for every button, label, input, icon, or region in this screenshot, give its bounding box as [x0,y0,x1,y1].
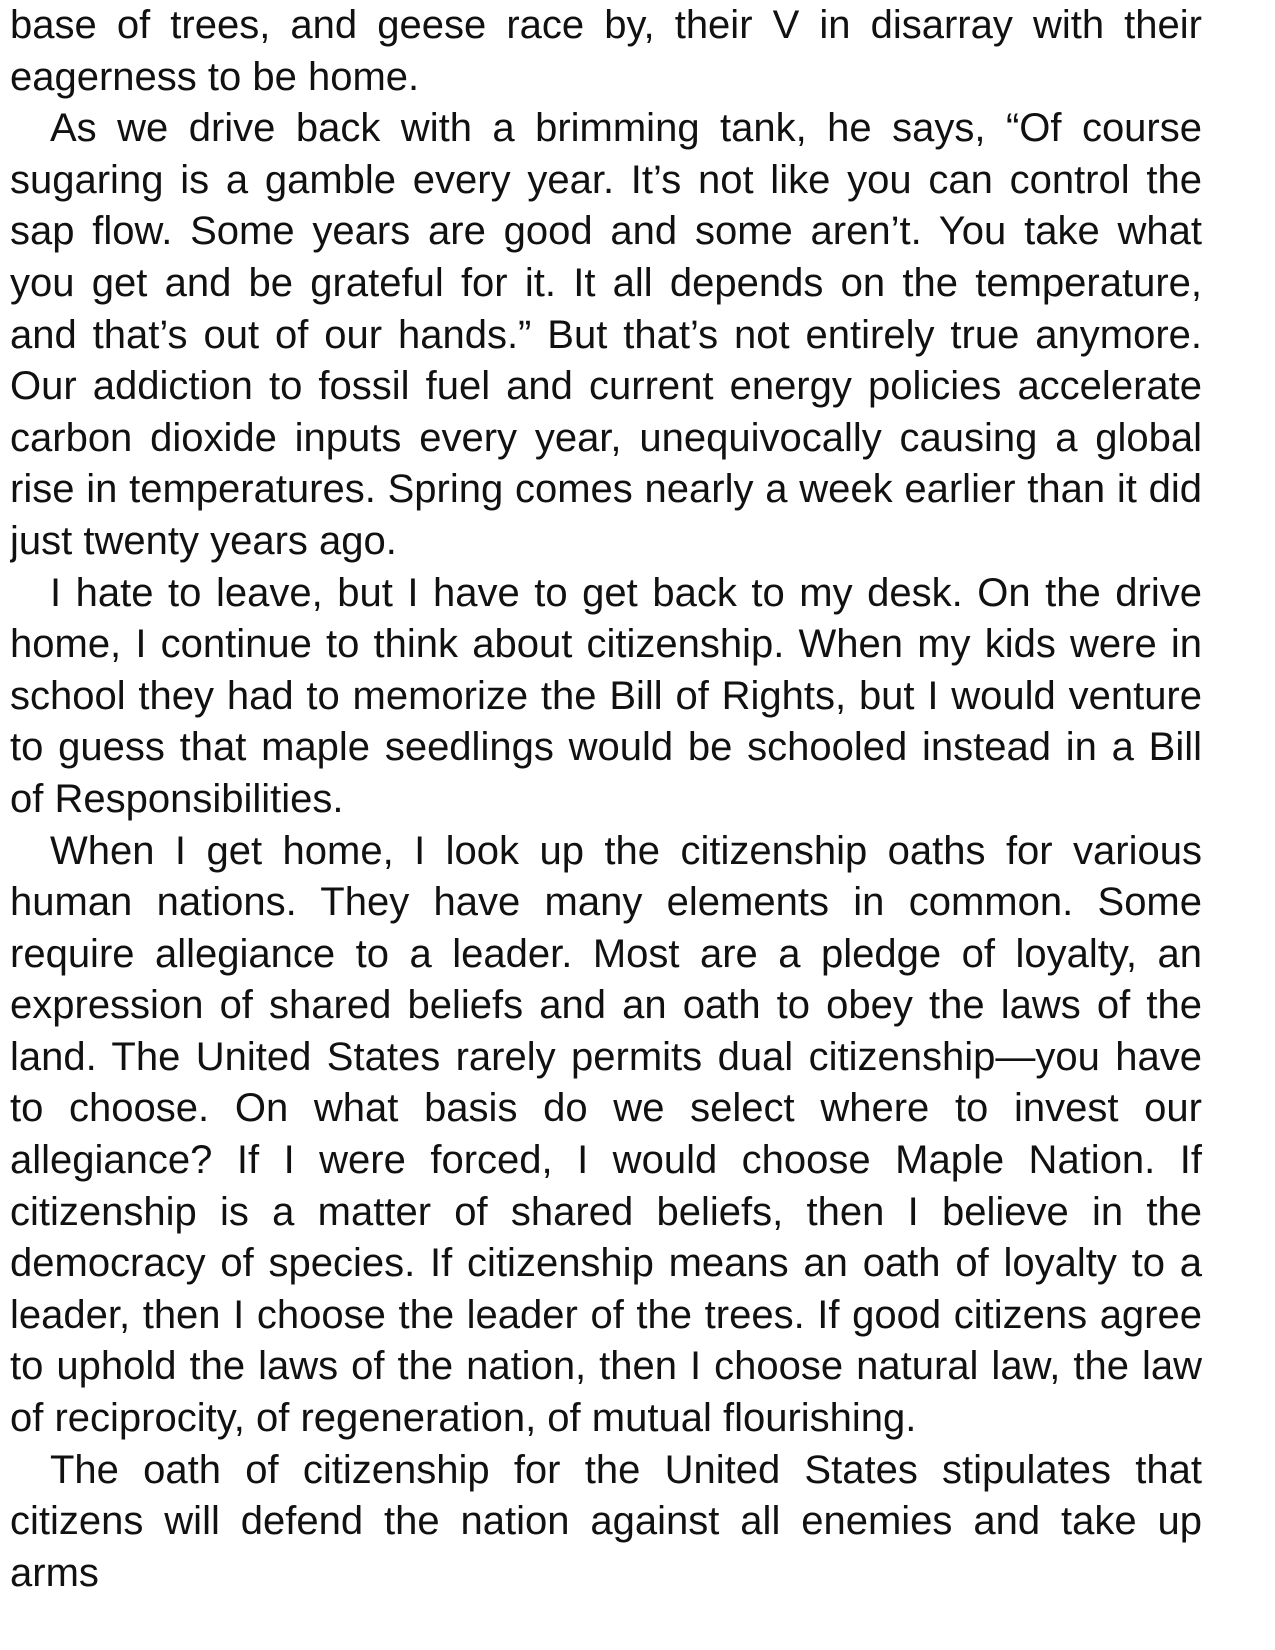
paragraph-us-oath: The oath of citizenship for the United States stipulates that citizens will defend the nation against all enemies and take up arms [10,1447,1202,1595]
paragraph-citizenship-oaths: When I get home, I look up the citizenship oaths for various human nations. They have many elements in common. Some require allegiance to a leader. Most are a pledge of loyalty, an expression of shared beliefs and an oath to obey the laws of the land. The United States rarely permits dual citizenship—you have to choose. On what basis do we select where to invest our allegiance? If I were forced, I would choose Maple Nation. If citizenship is a matter of shared beliefs, then I believe in the democracy of species. If citizenship means an oath of loyalty to a leader, then I choose the leader of the trees. If good citizens agree to uphold the laws of the nation, then I choose natural law, the law of reciprocity, of regeneration, of mutual flourishing. [10,828,1202,1441]
book-page [10,0,1202,1650]
paragraph-sugaring: As we drive back with a brimming tank, he says, “Of course sugaring is a gamble every year. It’s not like you can control the sap flow. Some years are good and some aren’t. You take what you get and be grateful for it. It all depends on the temperature, and that’s out of our hands.” But that’s not entirely true anymore. Our addiction to fossil fuel and current energy policies accelerate carbon dioxide inputs every year, unequivocally causing a global rise in temperatures. Spring comes nearly a week earlier than it did just twenty years ago. [10,106,1202,563]
paragraph-drive-home: I hate to leave, but I have to get back to my desk. On the drive home, I continue to think about citizenship. When my kids were in school they had to memorize the Bill of Rights, but I would venture to guess that maple seedlings would be schooled instead in a Bill of Responsibilities. [10,570,1202,821]
paragraph-continued: base of trees, and geese race by, their V in disarray with their eagerness to be home. [10,3,1202,99]
